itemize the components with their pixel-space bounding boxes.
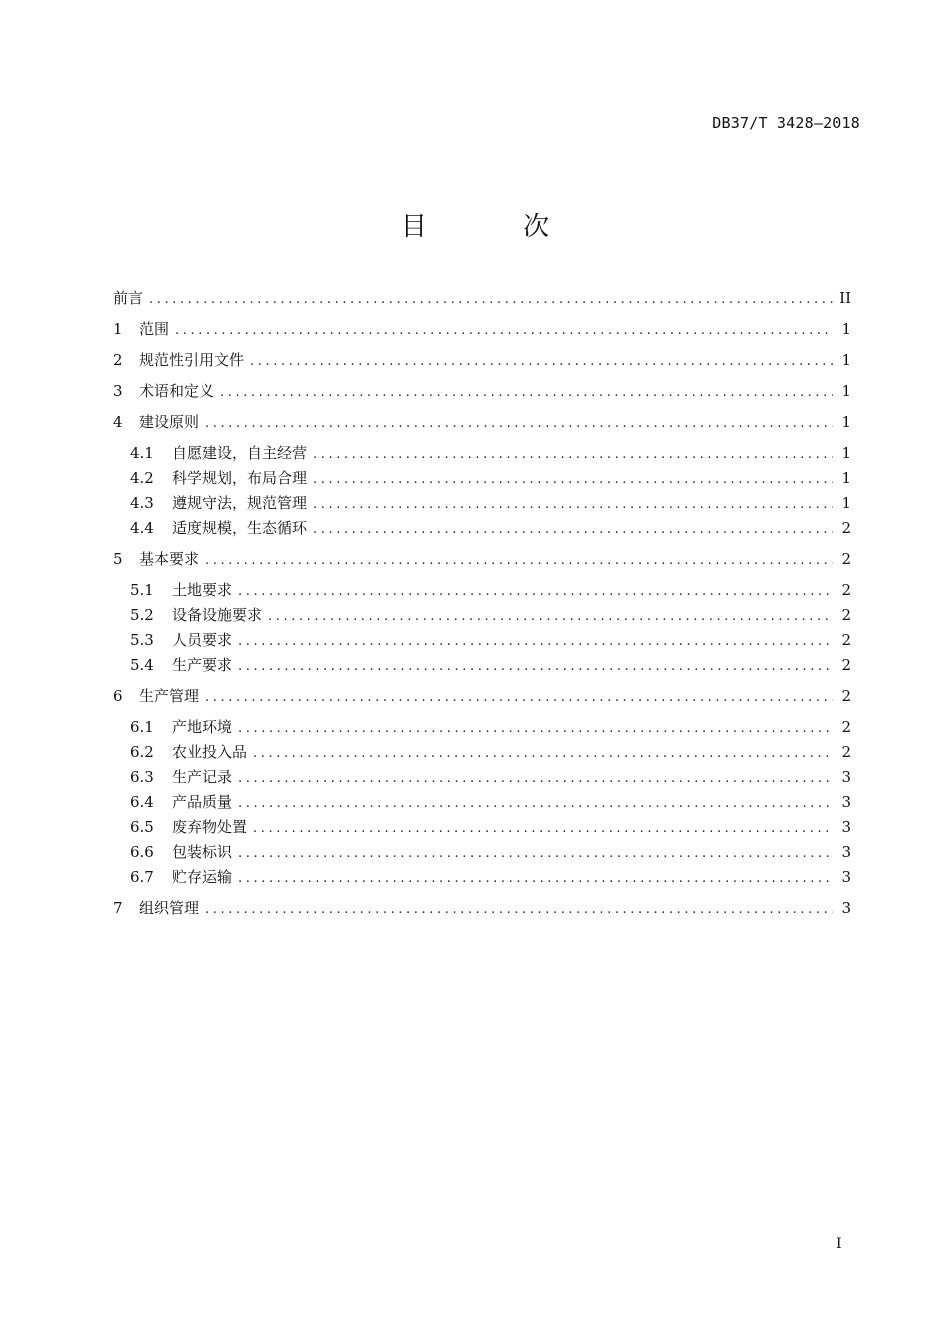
toc-entry[interactable] (113, 865, 851, 890)
toc-entry-page: 1 (841, 413, 851, 431)
toc-entry-page: 2 (841, 656, 851, 674)
toc-entry-number: 5.2 (130, 606, 154, 624)
toc-entry[interactable] (113, 379, 851, 410)
toc-entry-number: 6.5 (130, 818, 154, 836)
toc-leader-dots (313, 468, 833, 492)
toc-entry-label: 基本要求 (139, 550, 200, 568)
toc-entry-label: 生产管理 (139, 687, 200, 705)
toc-entry[interactable] (113, 896, 851, 927)
toc-entry[interactable] (113, 286, 851, 317)
document-code: DB37/T 3428—2018 (712, 114, 860, 132)
toc-entry-page: 2 (841, 687, 851, 705)
toc-entry-page: 2 (841, 581, 851, 599)
toc-entry-number: 6.4 (130, 793, 154, 811)
toc-entry[interactable] (113, 603, 851, 628)
toc-entry[interactable] (113, 740, 851, 765)
toc-leader-dots (253, 742, 833, 766)
toc-entry[interactable] (113, 684, 851, 715)
toc-entry[interactable] (113, 765, 851, 790)
toc-leader-dots (238, 792, 833, 816)
toc-leader-dots (313, 443, 833, 467)
toc-leader-dots (205, 686, 833, 710)
toc-entry-label: 适度规模，生态循环 (172, 519, 308, 537)
toc-entry-page: 3 (841, 818, 851, 836)
toc-leader-dots (238, 630, 833, 654)
toc-entry-number: 4.3 (130, 494, 154, 512)
toc-leader-dots (238, 655, 833, 679)
toc-entry[interactable] (113, 840, 851, 865)
toc-entry-number: 6.6 (130, 843, 154, 861)
toc-entry-page: 2 (841, 631, 851, 649)
toc-entry-label: 生产记录 (172, 768, 233, 786)
toc-leader-dots (238, 842, 833, 866)
toc-entry-label: 自愿建设，自主经营 (172, 444, 308, 462)
toc-leader-dots (268, 605, 833, 629)
toc-entry-page: 1 (841, 444, 851, 462)
toc-leader-dots (250, 350, 833, 374)
toc-entry-number: 4 (113, 413, 123, 431)
toc-entry-page: 3 (841, 868, 851, 886)
toc-entry-label: 建设原则 (139, 413, 200, 431)
toc-entry-page: 3 (841, 843, 851, 861)
toc-entry-page: 3 (841, 899, 851, 917)
toc-entry-number: 4.4 (130, 519, 154, 537)
toc-entry-label: 贮存运输 (172, 868, 233, 886)
toc-entry[interactable] (113, 348, 851, 379)
toc-entry[interactable] (113, 317, 851, 348)
toc-entry-number: 6 (113, 687, 123, 705)
toc-leader-dots (205, 549, 833, 573)
toc-entry-label: 农业投入品 (172, 743, 248, 761)
toc-entry-number: 1 (113, 320, 123, 338)
toc-entry-page: 1 (841, 351, 851, 369)
page-title: 目 次 (400, 212, 594, 242)
toc-entry-label: 生产要求 (172, 656, 233, 674)
toc-entry-number: 4.2 (130, 469, 154, 487)
toc-leader-dots (205, 412, 833, 436)
toc-entry[interactable] (113, 516, 851, 541)
toc-entry-number: 5.1 (130, 581, 154, 599)
toc-entry-number: 5 (113, 550, 123, 568)
toc-entry-label: 术语和定义 (139, 382, 215, 400)
toc-entry-label: 产品质量 (172, 793, 233, 811)
toc-entry-label: 科学规划，布局合理 (172, 469, 308, 487)
toc-leader-dots (313, 493, 833, 517)
toc-leader-dots (238, 580, 833, 604)
toc-entry-label: 土地要求 (172, 581, 233, 599)
toc-entry-number: 2 (113, 351, 123, 369)
toc-leader-dots (175, 319, 833, 343)
toc-leader-dots (149, 288, 833, 312)
toc-entry[interactable] (113, 653, 851, 678)
toc-entry-page: 2 (841, 718, 851, 736)
toc-entry-page: 1 (841, 320, 851, 338)
toc-entry[interactable] (113, 815, 851, 840)
toc-entry-page: 2 (841, 743, 851, 761)
toc-entry[interactable] (113, 715, 851, 740)
toc-entry[interactable] (113, 578, 851, 603)
toc-entry-number: 4.1 (130, 444, 154, 462)
toc-entry[interactable] (113, 491, 851, 516)
toc-entry-page: 1 (841, 494, 851, 512)
table-of-contents (113, 286, 851, 927)
toc-entry-label: 规范性引用文件 (139, 351, 245, 369)
toc-entry-number: 6.1 (130, 718, 154, 736)
toc-entry-page: 1 (841, 469, 851, 487)
toc-entry-number: 3 (113, 382, 123, 400)
toc-entry-label: 前言 (113, 289, 144, 307)
toc-entry-page: 1 (841, 382, 851, 400)
toc-leader-dots (220, 381, 833, 405)
page-number: I (836, 1236, 842, 1252)
toc-entry-label: 废弃物处置 (172, 818, 248, 836)
toc-entry[interactable] (113, 790, 851, 815)
toc-entry-page: 2 (841, 519, 851, 537)
toc-entry-label: 设备设施要求 (172, 606, 263, 624)
toc-entry-page: 3 (841, 793, 851, 811)
toc-leader-dots (238, 767, 833, 791)
toc-leader-dots (238, 717, 833, 741)
toc-entry[interactable] (113, 441, 851, 466)
toc-entry[interactable] (113, 547, 851, 578)
toc-entry-label: 范围 (139, 320, 170, 338)
toc-entry-page: II (839, 289, 851, 307)
toc-entry-number: 5.4 (130, 656, 154, 674)
toc-entry[interactable] (113, 628, 851, 653)
toc-entry-number: 6.7 (130, 868, 154, 886)
toc-leader-dots (205, 898, 833, 922)
toc-entry[interactable] (113, 466, 851, 491)
toc-entry-page: 2 (841, 550, 851, 568)
toc-entry-number: 5.3 (130, 631, 154, 649)
toc-entry-page: 3 (841, 768, 851, 786)
toc-entry-number: 6.3 (130, 768, 154, 786)
toc-entry-label: 包装标识 (172, 843, 233, 861)
toc-entry[interactable] (113, 410, 851, 441)
toc-entry-number: 6.2 (130, 743, 154, 761)
toc-entry-number: 7 (113, 899, 123, 917)
toc-entry-page: 2 (841, 606, 851, 624)
toc-entry-label: 产地环境 (172, 718, 233, 736)
toc-entry-label: 人员要求 (172, 631, 233, 649)
toc-leader-dots (253, 817, 833, 841)
toc-leader-dots (238, 867, 833, 891)
toc-leader-dots (313, 518, 833, 542)
toc-entry-label: 组织管理 (139, 899, 200, 917)
toc-entry-label: 遵规守法，规范管理 (172, 494, 308, 512)
